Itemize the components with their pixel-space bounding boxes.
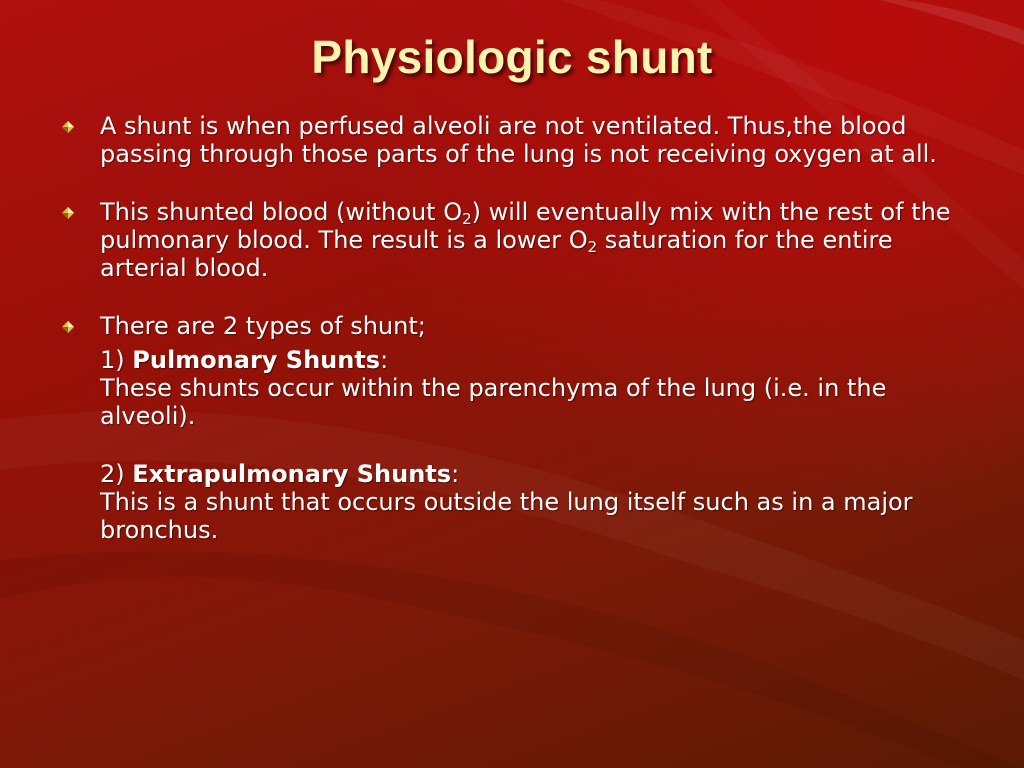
type-number: 2) — [100, 460, 133, 488]
bullet-text: There are 2 types of shunt; — [100, 312, 426, 340]
shunt-type-extrapulmonary — [100, 460, 980, 544]
bullet-item-shunt-types — [60, 312, 980, 544]
type-number: 1) — [100, 346, 133, 374]
bullet-item-shunted-blood — [60, 198, 980, 282]
type-colon: : — [380, 346, 389, 374]
slide-title: Physiologic shunt — [311, 31, 713, 83]
type-name: Extrapulmonary Shunts — [132, 460, 452, 488]
bullet-list — [60, 112, 980, 574]
bullet-text-part: ) will eventually mix with the rest of the pulmonary blood. The result is a lower O — [100, 198, 951, 254]
type-colon: : — [451, 460, 460, 488]
bullet-text-part: saturation for the entire arterial blood. — [100, 226, 893, 282]
subscript-2: 2 — [587, 238, 598, 256]
diamond-bullet-icon — [62, 207, 74, 219]
type-description: This is a shunt that occurs outside the lung itself such as in a major bronchus. — [100, 488, 913, 544]
bullet-text: A shunt is when perfused alveoli are not ventilated. Thus,the blood passing through those parts of the lung is not receiving oxygen at all. — [100, 112, 937, 168]
subscript-2: 2 — [462, 210, 472, 228]
type-name: Pulmonary Shunts — [132, 346, 381, 374]
diamond-bullet-icon — [62, 121, 74, 133]
shunt-type-pulmonary — [100, 346, 980, 430]
diamond-bullet-icon — [62, 321, 74, 333]
bullet-text-part: This shunted blood (without O — [100, 198, 463, 226]
type-description: These shunts occur within the parenchyma of the lung (i.e. in the alveoli). — [100, 374, 887, 430]
bullet-item-shunt-definition — [60, 112, 980, 168]
